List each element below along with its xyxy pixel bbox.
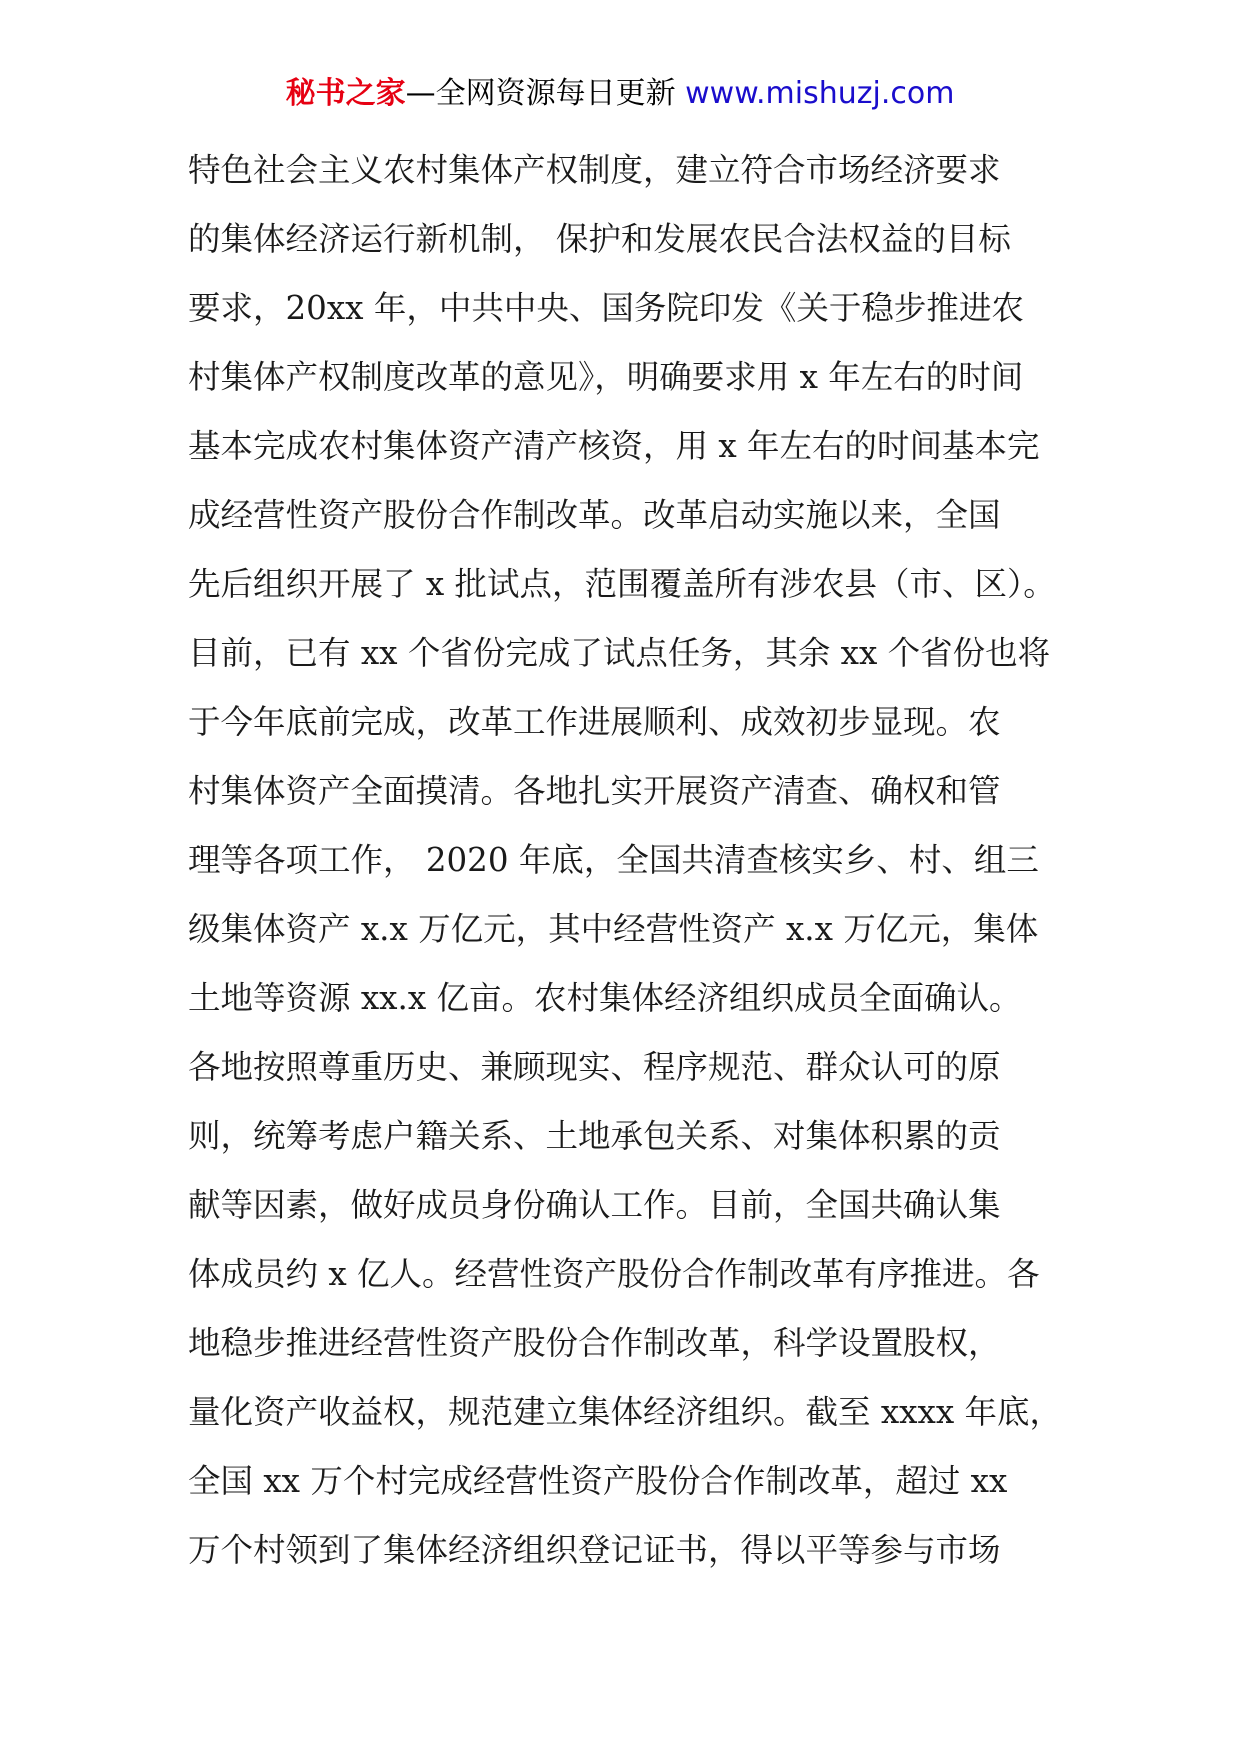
text-line: 的集体经济运行新机制， 保护和发展农民合法权益的目标 <box>188 220 1011 258</box>
text-line: 特色社会主义农村集体产权制度，建立符合市场经济要求 <box>188 151 1001 189</box>
text-line: 全国 xx 万个村完成经营性资产股份合作制改革，超过 xx <box>188 1462 1008 1500</box>
text-line: 级集体资产 x.x 万亿元，其中经营性资产 x.x 万亿元，集体 <box>188 910 1039 948</box>
text-line: 目前，已有 xx 个省份完成了试点任务，其余 xx 个省份也将 <box>188 634 1051 672</box>
text-line: 基本完成农村集体资产清产核资，用 x 年左右的时间基本完 <box>188 427 1040 465</box>
text-line: 土地等资源 xx.x 亿亩。农村集体经济组织成员全面确认。 <box>188 979 1022 1017</box>
text-line: 村集体产权制度改革的意见》，明确要求用 x 年左右的时间 <box>188 358 1024 396</box>
text-line: 献等因素，做好成员身份确认工作。目前，全国共确认集 <box>188 1186 1001 1224</box>
text-line: 先后组织开展了 x 批试点，范围覆盖所有涉农县（市、区）。 <box>188 565 1056 603</box>
text-line: 体成员约 x 亿人。经营性资产股份合作制改革有序推进。各 <box>188 1255 1040 1293</box>
text-line: 量化资产收益权，规范建立集体经济组织。截至 xxxx 年底， <box>188 1393 1062 1431</box>
text-line: 理等各项工作， 2020 年底，全国共清查核实乡、村、组三 <box>188 841 1039 879</box>
page-header <box>0 70 1240 118</box>
text-line: 村集体资产全面摸清。各地扎实开展资产清查、确权和管 <box>188 772 1001 810</box>
text-line: 于今年底前完成，改革工作进展顺利、成效初步显现。农 <box>188 703 1001 741</box>
text-line: 地稳步推进经营性资产股份合作制改革，科学设置股权， <box>188 1324 1001 1362</box>
text-line: 要求，20xx 年，中共中央、国务院印发《关于稳步推进农 <box>188 289 1024 327</box>
text-line: 万个村领到了集体经济组织登记证书，得以平等参与市场 <box>188 1531 1001 1569</box>
text-line: 各地按照尊重历史、兼顾现实、程序规范、群众认可的原 <box>188 1048 1001 1086</box>
document-body <box>188 136 1068 1585</box>
text-line: 成经营性资产股份合作制改革。改革启动实施以来，全国 <box>188 496 1001 534</box>
header-site-url[interactable]: www.mishuzj.com <box>685 76 955 111</box>
header-brand: 秘书之家 <box>285 76 406 111</box>
header-slogan: —全网资源每日更新 <box>405 76 676 111</box>
text-line: 则，统筹考虑户籍关系、土地承包关系、对集体积累的贡 <box>188 1117 1001 1155</box>
